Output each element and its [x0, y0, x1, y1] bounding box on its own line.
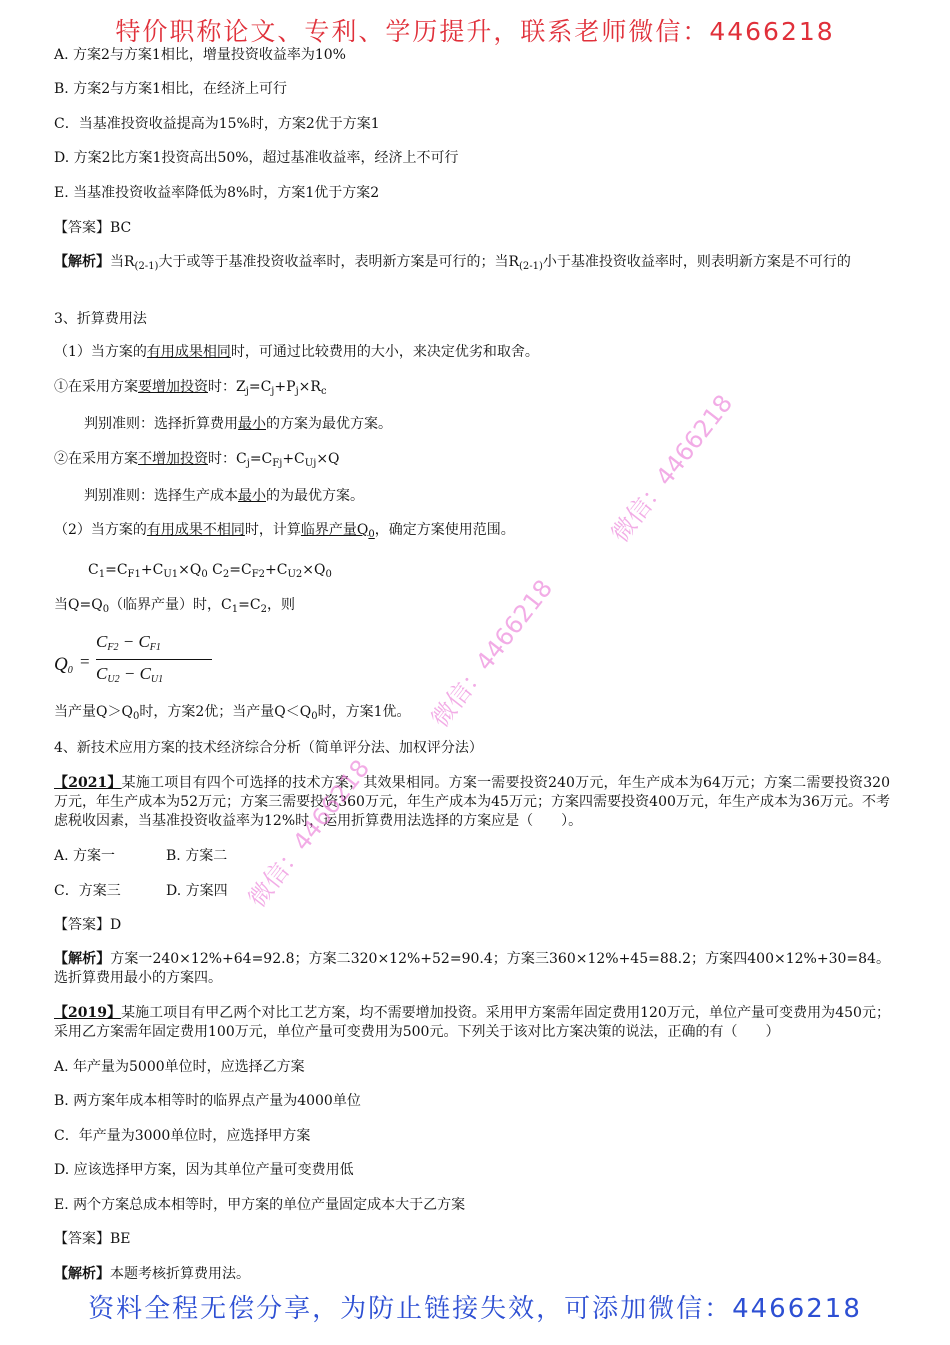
section3-p2: （2）当方案的有用成果不相同时，计算临界产量$Q_0$，确定方案使用范围。 — [54, 522, 515, 540]
q1-option-a: A. 方案2与方案1相比，增量投资收益率为10% — [54, 47, 346, 63]
formula-numerator: $C_{F2} - C_{F1}$ — [96, 632, 161, 653]
cost-equations: $C_1=C_{F1}+C_{U1}\times Q_0$ $C_2=C_{F2}+C_{U2}\times Q_0$ — [88, 562, 332, 580]
judgement-1: 判别准则：选择折算费用最小的方案为最优方案。 — [84, 416, 392, 432]
q1-answer: 【答案】BC — [54, 220, 132, 236]
q2019-option-d: D. 应该选择甲方案，因为其单位产量可变费用低 — [54, 1162, 354, 1178]
q2021-options-row1: A. 方案一 B. 方案二 — [54, 848, 228, 864]
q1-option-e: E. 当基准投资收益率降低为8%时，方案1优于方案2 — [54, 185, 380, 201]
q1-option-d: D. 方案2比方案1投资高出50%，超过基准收益率，经济上不可行 — [54, 150, 459, 166]
analysis-tag: 【解析】 — [54, 254, 110, 270]
q2019-stem: 【2019】某施工项目有甲乙两个对比工艺方案，均不需要增加投资。采用甲方案需年固定费用120万元，单位产量可变费用为450元；采用乙方案需年固定费用100万元，单位产量可变费用为500元。下列关于该对比方案决策的说法，正确的有（ ） — [54, 1005, 890, 1040]
output-result: 当产量$Q>Q_0$时，方案2优；当产量$Q<Q_0$时，方案1优。 — [54, 704, 411, 722]
section3-title: 3、折算费用法 — [54, 311, 147, 327]
q2021-answer: 【答案】D — [54, 917, 122, 933]
fraction-bar — [96, 659, 212, 660]
watermark: 微信：4466218 — [605, 389, 739, 548]
q2021-stem: 【2021】某施工项目有四个可选择的技术方案，其效果相同。方案一需要投资240万元，年生产成本为64万元；方案二需要投资320万元，年生产成本为52万元；方案三需要投资360万元，年生产成本为45万元；方案四需要投资400万元，年生产成本为36万元。不考虑税收因素，当基准投资收益率为12%时，运用折算费用法选择的方案应是（ ）。 — [54, 775, 890, 829]
formula-denominator: $C_{U2} - C_{U1}$ — [96, 664, 164, 685]
rule-2: ②在采用方案不增加投资时：$C_j=C_{Fj}+C_{Uj}\times Q$ — [54, 451, 340, 469]
critical-condition: 当$Q=Q_0$（临界产量）时，$C_1=C_2$，则 — [54, 597, 295, 615]
q2021-options-row2: C．方案三 D. 方案四 — [54, 883, 228, 899]
q1-option-c: C．当基准投资收益提高为15%时，方案2优于方案1 — [54, 116, 380, 132]
q2019-option-c: C．年产量为3000单位时，应选择甲方案 — [54, 1128, 311, 1144]
q1-analysis: 【解析】当$R_{(2-1)}$大于或等于基准投资收益率时，表明新方案是可行的；当$R_{(2-1)}$小于基准投资收益率时，则表明新方案是不可行的 — [54, 254, 851, 272]
section4-title: 4、新技术应用方案的技术经济综合分析（简单评分法、加权评分法） — [54, 740, 483, 756]
q2019-analysis: 【解析】本题考核折算费用法。 — [54, 1266, 250, 1282]
top-banner: 特价职称论文、专利、学历提升，联系老师微信：4466218 — [115, 17, 835, 46]
judgement-2: 判别准则：选择生产成本最小的为最优方案。 — [84, 488, 364, 504]
section3-p1: （1）当方案的有用成果相同时，可通过比较费用的大小，来决定优劣和取舍。 — [54, 344, 539, 360]
watermark: 微信：4466218 — [425, 574, 559, 733]
q2021-tag: 【2021】 — [54, 775, 122, 791]
q2019-option-e: E. 两个方案总成本相等时，甲方案的单位产量固定成本大于乙方案 — [54, 1197, 466, 1213]
watermark: 微信：4466218 — [242, 754, 376, 913]
q2019-option-a: A. 年产量为5000单位时，应选择乙方案 — [54, 1059, 305, 1075]
bottom-banner: 资料全程无偿分享，为防止链接失效，可添加微信：4466218 — [88, 1294, 862, 1324]
q2019-answer: 【答案】BE — [54, 1231, 131, 1247]
q1-option-b: B. 方案2与方案1相比，在经济上可行 — [54, 81, 288, 97]
q2019-tag: 【2019】 — [54, 1005, 122, 1021]
q2021-analysis: 【解析】方案一240×12%+64=92.8；方案二320×12%+52=90.4；方案三360×12%+45=88.2；方案四400×12%+30=84。选折算费用最小的方案四。 — [54, 951, 890, 986]
q2019-option-b: B. 两方案年成本相等时的临界点产量为4000单位 — [54, 1093, 361, 1109]
rule-1: ①在采用方案要增加投资时：$Z_j=C_j+P_j\times R_c$ — [54, 379, 327, 397]
